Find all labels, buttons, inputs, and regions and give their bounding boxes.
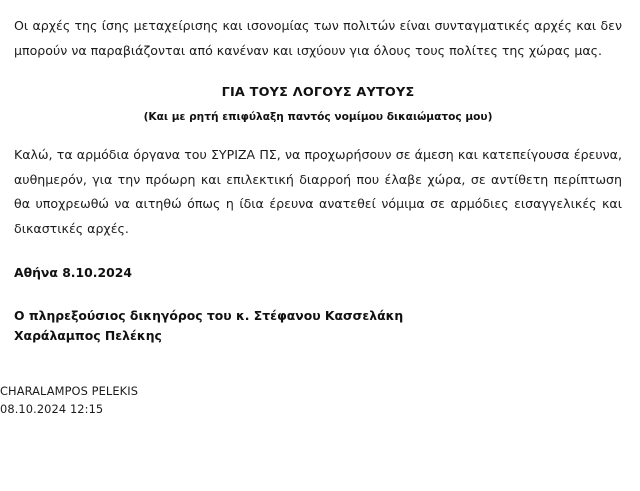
footer-metadata xyxy=(0,382,138,419)
footer-timestamp: 08.10.2024 12:15 xyxy=(0,402,104,417)
footer-author: CHARALAMPOS PELEKIS xyxy=(0,384,139,398)
signature-name: Χαράλαμπος Πελέκης xyxy=(14,328,162,344)
section-heading: ΓΙΑ ΤΟΥΣ ΛΟΓΟΥΣ ΑΥΤΟΥΣ xyxy=(221,85,415,101)
date-line: Αθήνα 8.10.2024 xyxy=(14,265,132,281)
signature-role: Ο πληρεξούσιος δικηγόρος του κ. Στέφανου Κασσελάκη xyxy=(14,308,404,324)
section-subheading: (Και με ρητή επιφύλαξη παντός νομίμου δικαιώματος μου) xyxy=(143,111,493,124)
signature-block xyxy=(14,306,622,346)
intro-paragraph: Οι αρχές της ίσης μεταχείρισης και ισονομίας των πολιτών είναι συνταγματικές αρχές και δεν μπορούν να παραβιάζονται από κανέναν και ισχύουν για όλους τους πολίτες της χώρας μας. xyxy=(14,18,622,58)
body-paragraph: Καλώ, τα αρμόδια όργανα του ΣΥΡΙΖΑ ΠΣ, να προχωρήσουν σε άμεση και κατεπείγουσα έρευνα, αυθημερόν, για την πρόωρη και επιλεκτική διαρροή που έλαβε χώρα, σε αντίθετη περίπτωση θα υποχρεωθώ να αιτηθώ όπως η ίδια έρευνα ανατεθεί νόμιμα σε αρμόδιες εισαγγελικές και δικαστικές αρχές. xyxy=(14,147,622,236)
